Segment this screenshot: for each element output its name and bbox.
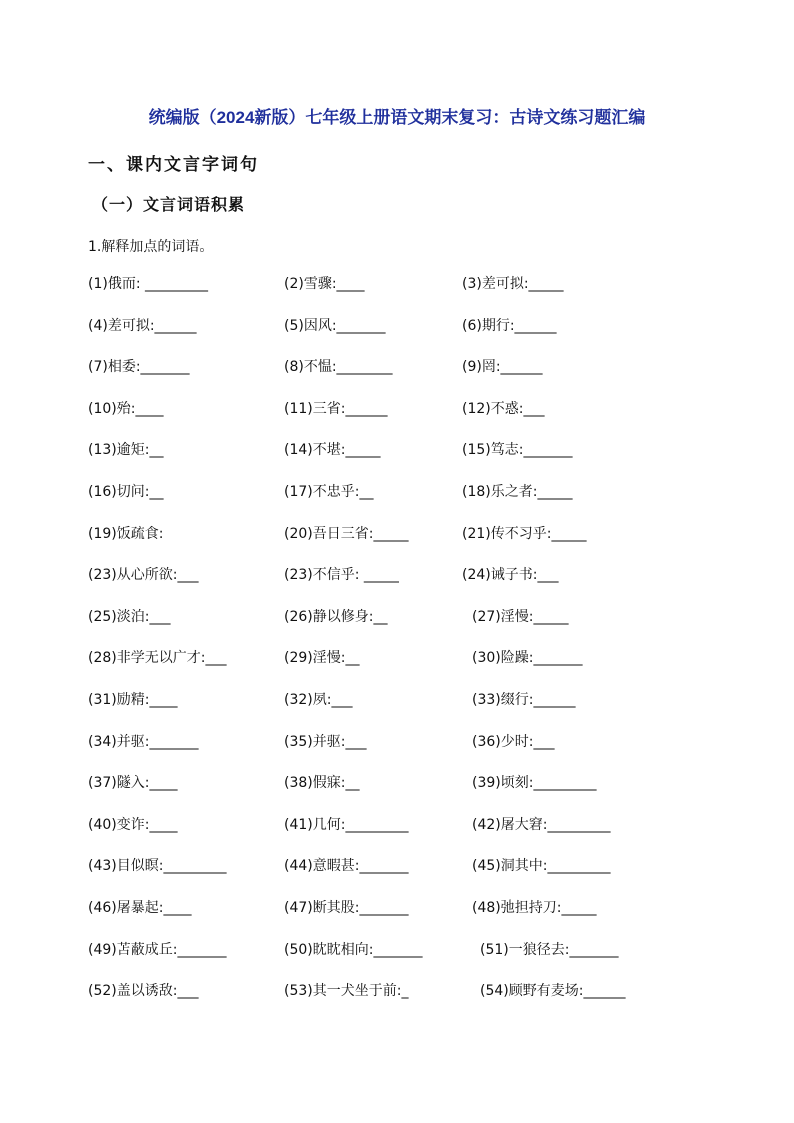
vocabulary-item: (18)乐之者:_____ bbox=[462, 483, 573, 500]
vocabulary-item: (41)几何:_________ bbox=[284, 816, 409, 833]
vocabulary-row bbox=[88, 690, 708, 732]
vocabulary-item: (27)淫慢:_____ bbox=[472, 608, 569, 625]
subsection-heading: （一）文言词语积累 bbox=[92, 195, 246, 214]
vocabulary-item: (50)眈眈相向:_______ bbox=[284, 941, 423, 958]
page-title: 统编版（2024新版）七年级上册语文期末复习：古诗文练习题汇编 bbox=[148, 108, 646, 127]
vocabulary-item: (47)断其股:_______ bbox=[284, 899, 409, 916]
vocabulary-row bbox=[88, 940, 708, 982]
vocabulary-item: (24)诫子书:___ bbox=[462, 567, 559, 584]
vocabulary-item: (33)缀行:______ bbox=[472, 691, 576, 708]
vocabulary-item: (6)期行:______ bbox=[462, 317, 557, 334]
vocabulary-row bbox=[88, 565, 708, 607]
vocabulary-item: (23)从心所欲:___ bbox=[88, 567, 199, 584]
vocabulary-row bbox=[88, 482, 708, 524]
vocabulary-item: (25)淡泊:___ bbox=[88, 608, 171, 625]
vocabulary-row bbox=[88, 440, 708, 482]
vocabulary-row bbox=[88, 856, 708, 898]
vocabulary-item: (46)屠暴起:____ bbox=[88, 899, 192, 916]
section-heading: 一、课内文言字词句 bbox=[88, 155, 259, 175]
vocabulary-item: (54)顾野有麦场:______ bbox=[480, 983, 626, 1000]
vocabulary-item: (19)饭疏食: bbox=[88, 525, 164, 542]
vocabulary-item: (38)假寐:__ bbox=[284, 775, 360, 792]
vocabulary-item: (31)励精:____ bbox=[88, 691, 178, 708]
vocabulary-grid bbox=[88, 274, 708, 1023]
vocabulary-item: (17)不忠乎:__ bbox=[284, 483, 374, 500]
vocabulary-item: (48)弛担持刀:_____ bbox=[472, 899, 597, 916]
vocabulary-item: (9)罔:______ bbox=[462, 359, 543, 376]
vocabulary-item: (14)不堪:_____ bbox=[284, 442, 381, 459]
vocabulary-row bbox=[88, 648, 708, 690]
vocabulary-item: (10)殆:____ bbox=[88, 400, 164, 417]
vocabulary-row bbox=[88, 524, 708, 566]
vocabulary-item: (21)传不习乎:_____ bbox=[462, 525, 587, 542]
vocabulary-row bbox=[88, 607, 708, 649]
vocabulary-row bbox=[88, 981, 708, 1023]
vocabulary-item: (20)吾日三省:_____ bbox=[284, 525, 409, 542]
vocabulary-row bbox=[88, 732, 708, 774]
vocabulary-item: (4)差可拟:______ bbox=[88, 317, 197, 334]
vocabulary-row bbox=[88, 898, 708, 940]
vocabulary-row bbox=[88, 815, 708, 857]
vocabulary-item: (1)俄而: _________ bbox=[88, 276, 208, 292]
vocabulary-row bbox=[88, 399, 708, 441]
vocabulary-item: (7)相委:_______ bbox=[88, 359, 190, 376]
vocabulary-item: (42)屠大窘:_________ bbox=[472, 816, 611, 833]
vocabulary-item: (51)一狼径去:_______ bbox=[480, 941, 619, 958]
vocabulary-item: (28)非学无以广才:___ bbox=[88, 650, 227, 667]
vocabulary-item: (13)逾矩:__ bbox=[88, 442, 164, 459]
vocabulary-item: (49)苫蔽成丘:_______ bbox=[88, 941, 227, 958]
vocabulary-row bbox=[88, 773, 708, 815]
vocabulary-item: (34)并驱:_______ bbox=[88, 733, 199, 750]
vocabulary-item: (30)险躁:_______ bbox=[472, 650, 583, 667]
vocabulary-item: (36)少时:___ bbox=[472, 733, 555, 750]
vocabulary-item: (43)目似瞑:_________ bbox=[88, 858, 227, 875]
vocabulary-item: (52)盖以诱敌:___ bbox=[88, 983, 199, 1000]
question-instruction: 1.解释加点的词语。 bbox=[88, 239, 214, 255]
vocabulary-item: (8)不愠:________ bbox=[284, 359, 393, 376]
vocabulary-item: (53)其一犬坐于前:_ bbox=[284, 983, 409, 1000]
vocabulary-row bbox=[88, 274, 708, 316]
vocabulary-item: (37)隧入:____ bbox=[88, 775, 178, 792]
vocabulary-item: (26)静以修身:__ bbox=[284, 608, 388, 625]
vocabulary-item: (11)三省:______ bbox=[284, 400, 388, 417]
vocabulary-item: (45)洞其中:_________ bbox=[472, 858, 611, 875]
vocabulary-item: (35)并驱:___ bbox=[284, 733, 367, 750]
vocabulary-item: (3)差可拟:_____ bbox=[462, 276, 564, 292]
vocabulary-item: (16)切问:__ bbox=[88, 483, 164, 500]
vocabulary-item: (29)淫慢:__ bbox=[284, 650, 360, 667]
vocabulary-item: (15)笃志:_______ bbox=[462, 442, 573, 459]
vocabulary-item: (44)意暇甚:_______ bbox=[284, 858, 409, 875]
vocabulary-item: (23)不信乎: _____ bbox=[284, 567, 399, 584]
vocabulary-item: (39)顷刻:_________ bbox=[472, 775, 597, 792]
vocabulary-item: (5)因风:_______ bbox=[284, 317, 386, 334]
vocabulary-item: (32)夙:___ bbox=[284, 691, 353, 708]
vocabulary-item: (12)不惑:___ bbox=[462, 400, 545, 417]
vocabulary-item: (40)变诈:____ bbox=[88, 816, 178, 833]
vocabulary-row bbox=[88, 357, 708, 399]
vocabulary-row bbox=[88, 316, 708, 358]
vocabulary-item: (2)雪骤:____ bbox=[284, 276, 365, 292]
